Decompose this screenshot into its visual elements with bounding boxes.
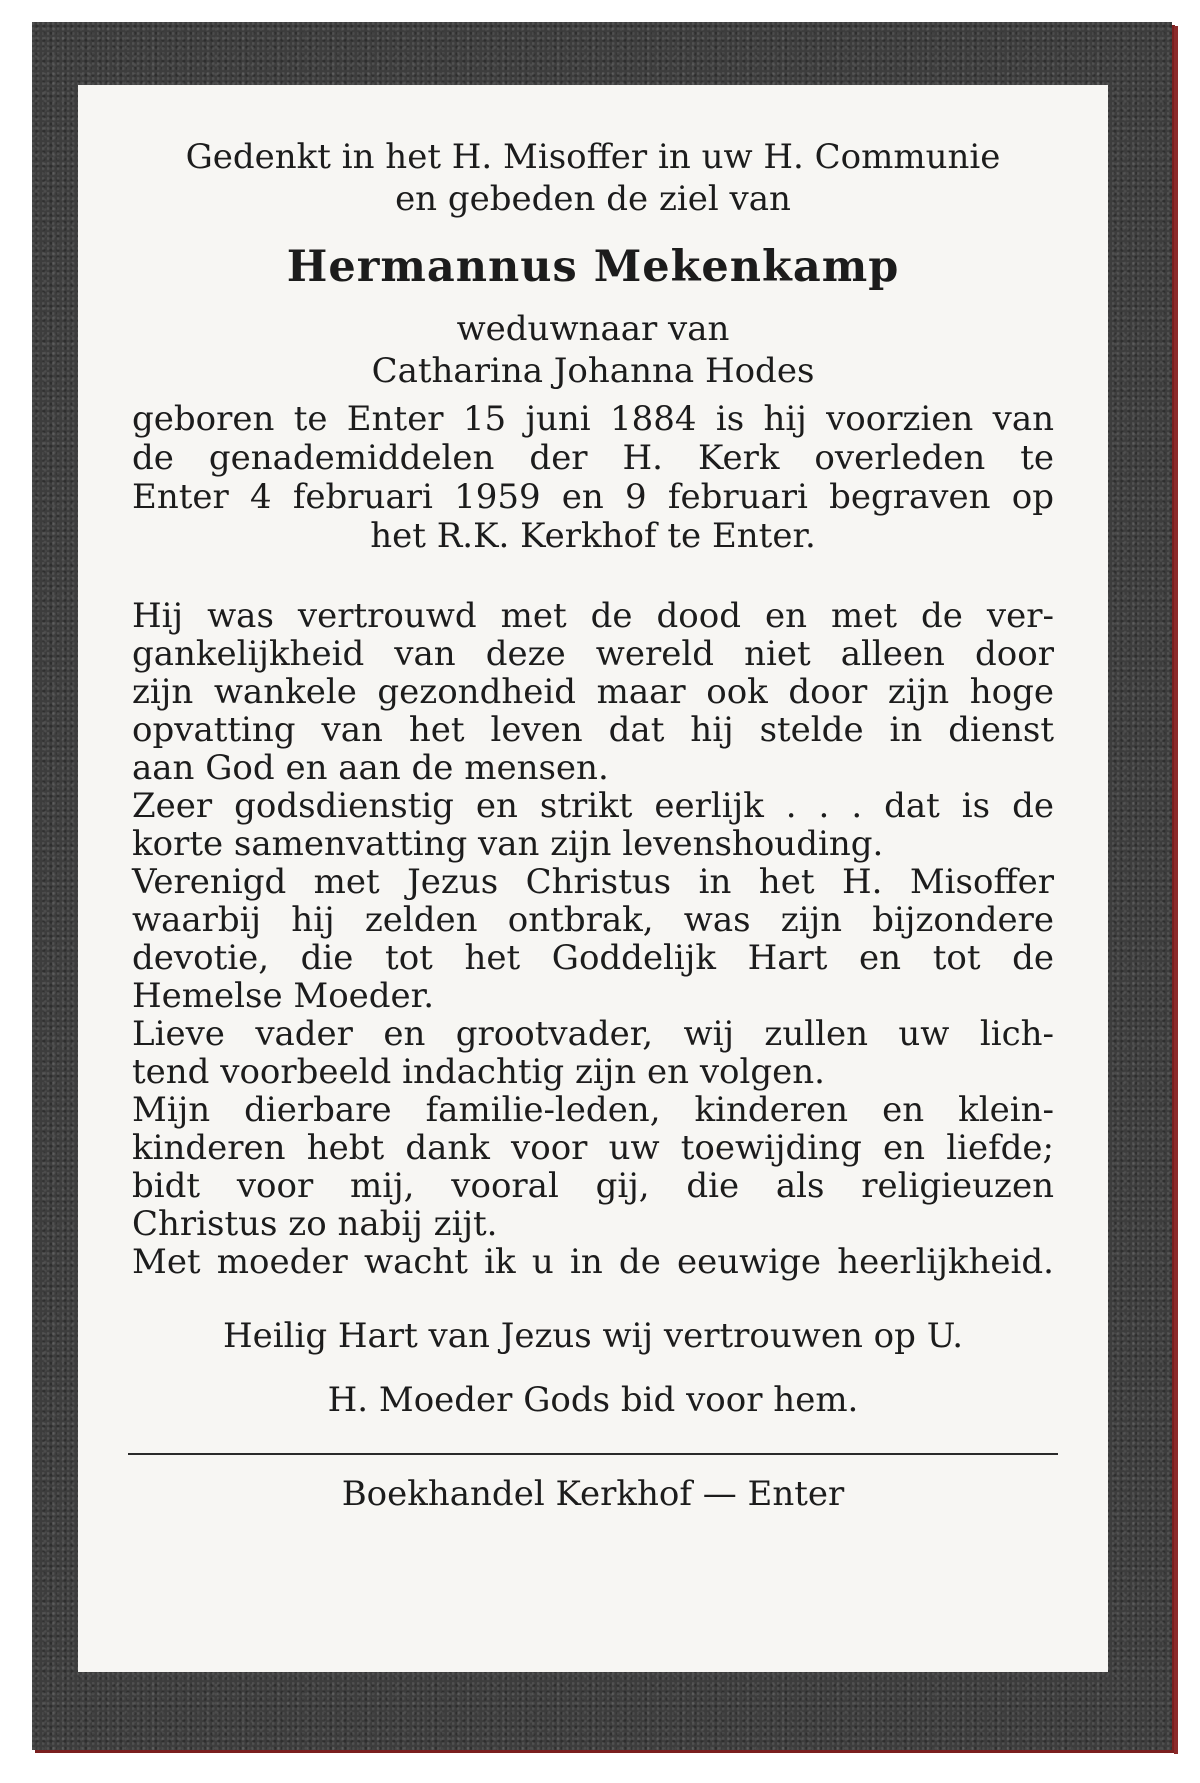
body-line: aan God en aan de mensen.	[132, 748, 609, 788]
header-line-2: en gebeden de ziel van	[395, 179, 791, 219]
biography-line: Enter 4 februari 1959 en 9 februari begraven op	[132, 477, 1054, 517]
mourning-card-border	[32, 22, 1172, 1750]
body-line: Mijn dierbare familie-leden, kinderen en klein-	[132, 1090, 1054, 1130]
body-line: Lieve vader en grootvader, wij zullen uw lich-	[132, 1014, 1054, 1054]
spouse-name: Catharina Johanna Hodes	[371, 351, 815, 391]
body-line: korte samenvatting van zijn levenshouding.	[132, 824, 884, 864]
prayer-line-2: H. Moeder Gods bid voor hem.	[327, 1380, 859, 1420]
body-line: Met moeder wacht ik u in de eeuwige heerlijkheid.	[132, 1242, 1054, 1282]
body-line: Christus zo nabij zijt.	[132, 1204, 498, 1244]
biography-line: geboren te Enter 15 juni 1884 is hij voorzien van	[132, 399, 1054, 439]
memorial-card-text-panel	[78, 85, 1108, 1672]
body-line: Hij was vertrouwd met de dood en met de ver-	[132, 596, 1054, 636]
body-line: Hemelse Moeder.	[132, 976, 434, 1016]
body-line: waarbij hij zelden ontbrak, was zijn bijzondere	[132, 900, 1054, 940]
body-line: kinderen hebt dank voor uw toewijding en liefde;	[132, 1128, 1054, 1168]
deceased-name: Hermannus Mekenkamp	[286, 242, 900, 292]
body-line: bidt voor mij, vooral gij, die als religieuzen	[132, 1166, 1054, 1206]
body-line: tend voorbeeld indachtig zijn en volgen.	[132, 1052, 825, 1092]
body-line: Verenigd met Jezus Christus in het H. Misoffer	[132, 862, 1054, 902]
printer-credit: Boekhandel Kerkhof — Enter	[341, 1474, 845, 1514]
body-line: Zeer godsdienstig en strikt eerlijk . . . dat is de	[132, 786, 1054, 826]
biography-line: het R.K. Kerkhof te Enter.	[370, 516, 816, 556]
biography-line: de genademiddelen der H. Kerk overleden te	[132, 438, 1054, 478]
relation-line: weduwnaar van	[456, 309, 730, 349]
body-line: zijn wankele gezondheid maar ook door zijn hoge	[132, 672, 1054, 712]
body-line: gankelijkheid van deze wereld niet alleen door	[132, 634, 1054, 674]
header-line-1: Gedenkt in het H. Misoffer in uw H. Communie	[185, 137, 1001, 177]
body-line: devotie, die tot het Goddelijk Hart en tot de	[132, 938, 1054, 978]
body-line: opvatting van het leven dat hij stelde in dienst	[132, 710, 1054, 750]
prayer-line-1: Heilig Hart van Jezus wij vertrouwen op U.	[222, 1316, 964, 1356]
